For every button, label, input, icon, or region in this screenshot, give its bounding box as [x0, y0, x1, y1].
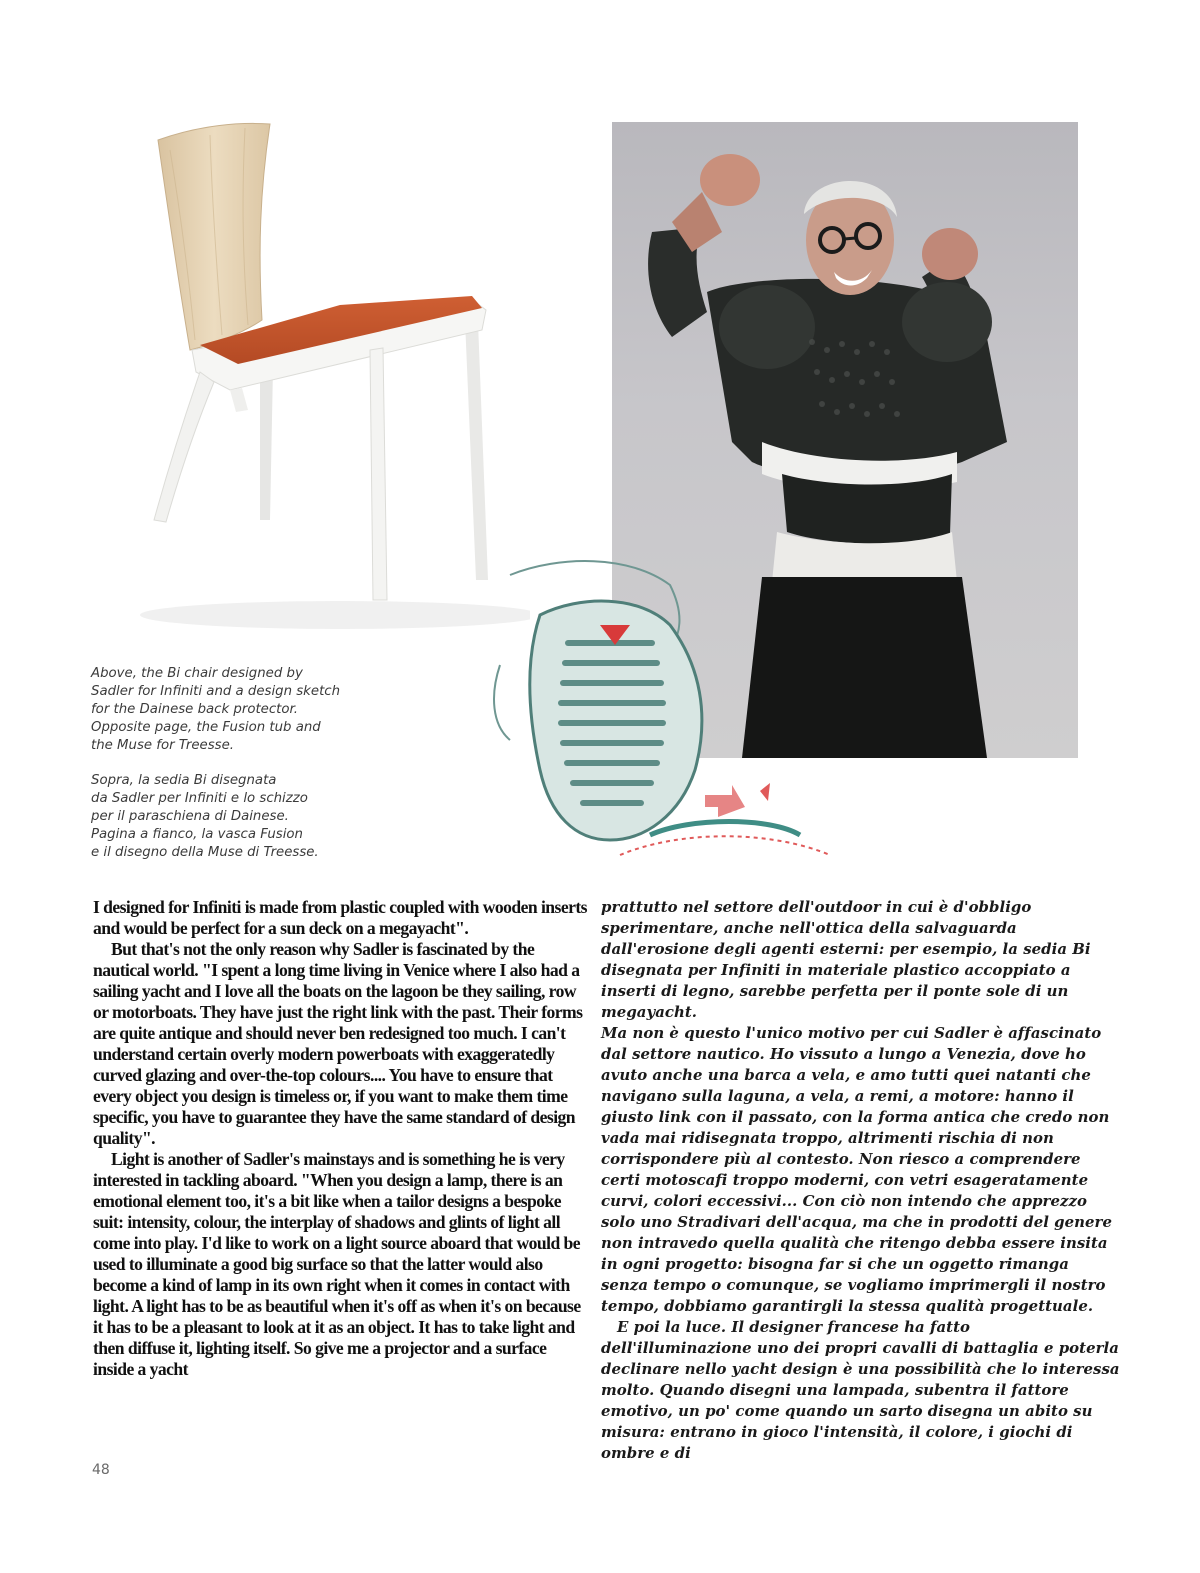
body-paragraph: E poi la luce. Il designer francese ha fatto dell'illuminazione uno dei propri cavalli di battaglia e poterla declinare nello yacht design è una possibilità che lo interessa molto. Quando disegni una lampada, subentra il fattore emotivo, un po' come quando un sarto disegna un abito su misura: entrano in gioco l'intensità, il colore, i giochi di ombre e di: [601, 1318, 1120, 1462]
caption-line: for the Dainese back protector.: [91, 702, 298, 717]
caption-line: Above, the Bi chair designed by: [91, 666, 303, 681]
caption-line: da Sadler per Infiniti e lo schizzo: [91, 791, 308, 806]
caption-line: Sopra, la sedia Bi disegnata: [91, 773, 277, 788]
body-paragraph: I designed for Infiniti is made from plastic coupled with wooden inserts and would be perfect for a sun deck on a megayacht".: [93, 897, 587, 938]
caption-line: Opposite page, the Fusion tub and: [91, 720, 321, 735]
caption-line: Sadler for Infiniti and a design sketch: [91, 684, 341, 699]
english-text-column: [93, 897, 587, 1380]
caption-line: per il paraschiena di Dainese.: [91, 809, 289, 824]
body-paragraph: prattutto nel settore dell'outdoor in cui è d'obbligo sperimentare, anche nell'ottica della salvaguarda dall'erosione degli agenti esterni: per esempio, la sedia Bi disegnata per Infiniti in materiale plastico accoppiato a inserti di legno, sarebbe perfetta per il ponte sole di un megayacht.: [601, 898, 1091, 1021]
body-paragraph: Light is another of Sadler's mainstays and is something he is very interested in tackling aboard. "When you design a lamp, there is an emotional element too, it's a bit like when a tailor designs a bespoke suit: intensity, colour, the interplay of shadows and glints of light all come into play. I'd like to work on a light source aboard that would be used to illuminate a good big surface so that the latter would also become a kind of lamp in its own right when it comes in contact with light. A light has to be as beautiful when it's off as when it's on because it has to be a pleasant to look at it as an object. It has to take light and then diffuse it, lighting itself. So give me a projector and a surface inside a yacht: [93, 1149, 581, 1379]
caption-english: [91, 665, 361, 755]
caption-line: e il disegno della Muse di Treesse.: [91, 845, 319, 860]
bi-chair-image: [110, 110, 530, 640]
body-paragraph: But that's not the only reason why Sadler is fascinated by the nautical world. "I spent a long time living in Venice where I also had a sailing yacht and I love all the boats on the lagoon be they sailing, row or motorboats. They have just the right link with the past. Their forms are quite antique and should never ben redesigned too much. I can't understand certain overly modern powerboats with exaggeratedly curved glazing and over-the-top colours.... You have to ensure that every object you design is timeless or, if you want to make them time specific, you have to guarantee they have the same standard of design quality".: [93, 939, 583, 1148]
page-number: 48: [92, 1462, 110, 1478]
body-paragraph: Ma non è questo l'unico motivo per cui Sadler è affascinato dal settore nautico. Ho vissuto a lungo a Venezia, dove ho avuto anche una barca a vela, e amo tutti quei natanti che navigano sulla laguna, a vela, a remi, a motore: hanno il giusto link con il passato, con la forma antica che credo non vada mai ridisegnata troppo, altrimenti rischia di non corrispondere più al contesto. Non riesco a comprendere certi motoscafi troppo moderni, con vetri esageratamente curvi, colori eccessivi... Con ciò non intendo che apprezzo solo uno Stradivari dell'acqua, ma che in prodotti del genere non intravedo quella qualità che ritengo debba essere insita in ogni progetto: bisogna far si che un oggetto rimanga senza tempo o comunque, se vogliamo imprimergli il nostro tempo, dobbiamo garantirgli la stessa qualità progettuale.: [601, 1024, 1112, 1315]
italian-text-column: [601, 897, 1121, 1464]
caption-italian: [91, 772, 361, 862]
caption-line: the Muse for Treesse.: [91, 738, 234, 753]
back-protector-sketch: [470, 555, 890, 885]
caption-line: Pagina a fianco, la vasca Fusion: [91, 827, 303, 842]
